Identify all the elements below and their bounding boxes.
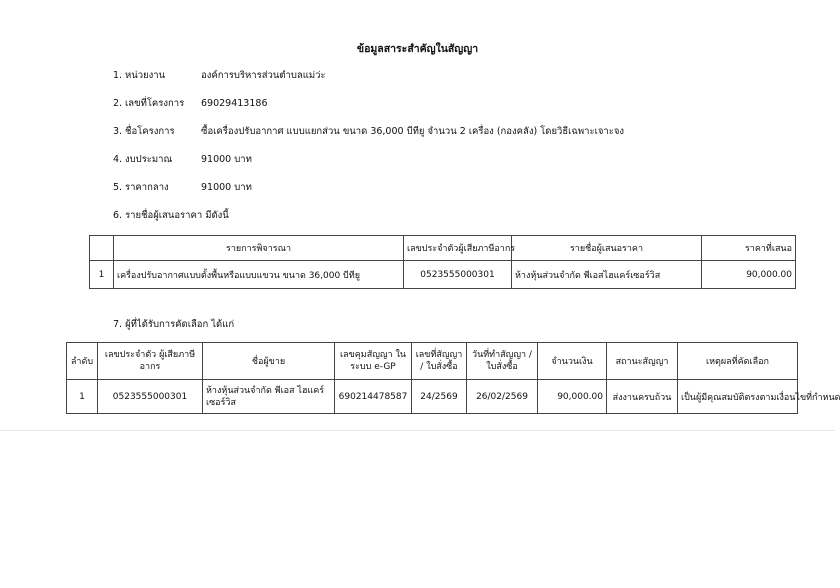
table-cell: 690214478587 [335,380,412,414]
field-label: หน่วยงาน [125,70,166,81]
field-number: 2. [113,98,123,109]
field-value: องค์การบริหารส่วนตำบลแม่ว่ะ [201,70,326,81]
table-cell: ห้างหุ้นส่วนจำกัด พีเอส ไฮแคร์เซอร์วิส [203,380,335,414]
field-value: 91000 บาท [201,182,252,193]
table-cell: 24/2569 [412,380,467,414]
page-divider [0,430,835,431]
table-cell: 90,000.00 [702,261,796,289]
section-bidders-heading: 6. รายชื่อผู้เสนอราคา มีดังนี้ [113,210,229,221]
table-cell: เครื่องปรับอากาศแบบตั้งพื้นหรือแบบแขวน ขนาด 36,000 บีทียู [114,261,404,289]
table-header-cell: สถานะสัญญา [607,343,678,380]
table-header-row [90,236,796,261]
page-title: ข้อมูลสาระสำคัญในสัญญา [356,43,479,55]
field-value: 91000 บาท [201,154,252,165]
table-cell: 90,000.00 [538,380,607,414]
table-header-cell: วันที่ทำสัญญา / ใบสั่งซื้อ [467,343,538,380]
table-cell: 1 [67,380,98,414]
selected-table [66,342,840,414]
table-cell: ห้างหุ้นส่วนจำกัด พีเอสไฮแคร์เซอร์วิส [512,261,702,289]
field-label: ราคากลาง [125,182,169,193]
field-label: เลขที่โครงการ [125,98,185,109]
table-cell: 1 [90,261,114,289]
table-header-row [67,343,798,380]
table-header-cell: จำนวนเงิน [538,343,607,380]
table-row [67,380,798,414]
table-header-cell: เลขที่สัญญา / ใบสั่งซื้อ [412,343,467,380]
field-label: งบประมาณ [125,154,173,165]
table-header-cell: รายการพิจารณา [114,236,404,261]
table-header-cell: ลำดับ [67,343,98,380]
table-header-cell: เลขประจำตัวผู้เสียภาษีอากร [404,236,512,261]
field-value: ซื้อเครื่องปรับอากาศ แบบแยกส่วน ขนาด 36,000 บีทียู จำนวน 2 เครื่อง (กองคลัง) โดยวิธีเฉพาะเจาะจง [201,126,625,137]
section-selected-heading: 7. ผู้ที่ได้รับการคัดเลือก ได้แก่ [113,319,235,330]
field-number: 4. [113,154,123,165]
table-header-cell: ราคาที่เสนอ [702,236,796,261]
table-header-cell: ชื่อผู้ขาย [203,343,335,380]
table-header-cell [90,236,114,261]
table-header-cell: เหตุผลที่คัดเลือก [678,343,798,380]
table-cell: ส่งงานครบถ้วน [607,380,678,414]
table-row [90,261,796,289]
field-label: ชื่อโครงการ [125,126,175,137]
field-number: 3. [113,126,123,137]
field-value: 69029413186 [201,98,268,109]
table-cell: 0523555000301 [98,380,203,414]
table-header-cell: เลขประจำตัว ผู้เสียภาษีอากร [98,343,203,380]
field-number: 1. [113,70,123,81]
table-cell: เป็นผู้มีคุณสมบัติตรงตามเงื่อนไขที่กำหนด [678,380,798,414]
table-header-cell: รายชื่อผู้เสนอราคา [512,236,702,261]
table-cell: 0523555000301 [404,261,512,289]
table-cell: 26/02/2569 [467,380,538,414]
bidders-table [89,235,796,289]
table-header-cell: เลขคุมสัญญา ในระบบ e-GP [335,343,412,380]
field-number: 5. [113,182,123,193]
